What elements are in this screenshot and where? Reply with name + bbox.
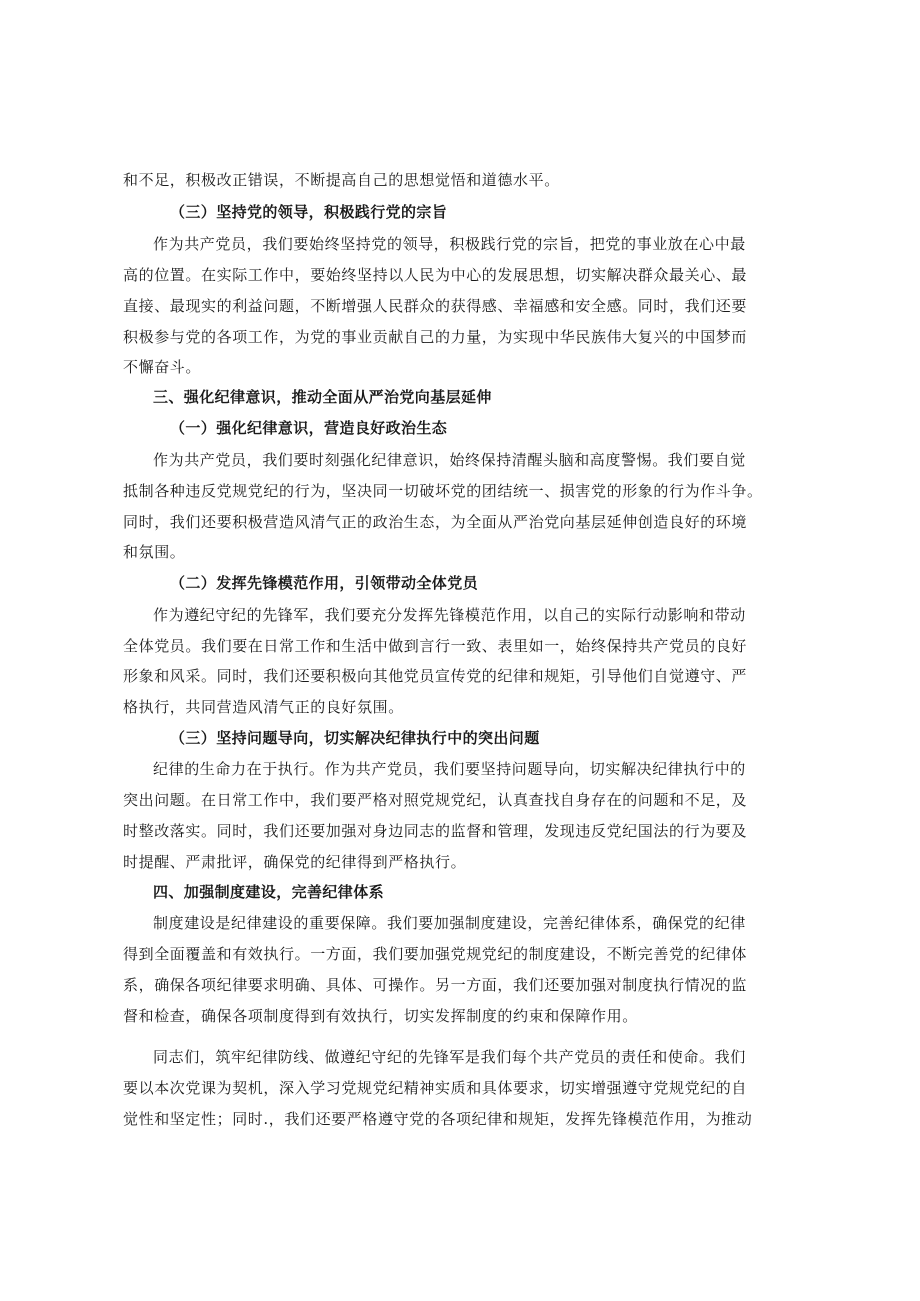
paragraph-first-line: 作为遵纪守纪的先锋军，我们要充分发挥先锋模范作用，以自己的实际行动影响和带动 — [153, 606, 746, 624]
body-text-line: 时整改落实。同时，我们还要加强对身边同志的监督和管理，发现违反党纪国法的行为要及 — [123, 822, 748, 840]
body-text-line: 积极参与党的各项工作，为党的事业贡献自己的力量，为实现中华民族伟大复兴的中国梦而 — [123, 328, 748, 346]
subsection-heading: （一）强化纪律意识，营造良好政治生态 — [170, 419, 448, 437]
body-text-line: 抵制各种违反党规党纪的行为，坚决同一切破坏党的团结统一、损害党的形象的行为作斗争。 — [123, 482, 763, 500]
body-text-line: 同时，我们还要积极营造风清气正的政治生态，为全面从严治党向基层延伸创造良好的环境 — [123, 513, 748, 531]
paragraph-first-line: 作为共产党员，我们要始终坚持党的领导，积极践行党的宗旨，把党的事业放在心中最 — [153, 235, 746, 253]
body-text-line: 和不足，积极改正错误，不断提高自己的思想觉悟和道德水平。 — [123, 171, 560, 189]
section-heading: 三、强化纪律意识，推动全面从严治党向基层延伸 — [153, 388, 492, 406]
paragraph-first-line: 同志们，筑牢纪律防线、做遵纪守纪的先锋军是我们每个共产党员的责任和使命。我们 — [153, 1048, 746, 1066]
body-text-line: 全体党员。我们要在日常工作和生活中做到言行一致、表里如一，始终保持共产党员的良好 — [123, 637, 748, 655]
paragraph-first-line: 制度建设是纪律建设的重要保障。我们要加强制度建设，完善纪律体系，确保党的纪律 — [153, 914, 746, 932]
body-text-line: 直接、最现实的利益问题，不断增强人民群众的获得感、幸福感和安全感。同时，我们还要 — [123, 297, 748, 315]
body-text-line: 系，确保各项纪律要求明确、具体、可操作。另一方面，我们还要加强对制度执行情况的监 — [123, 976, 748, 994]
body-text-line: 觉性和坚定性；同时.，我们还要严格遵守党的各项纪律和规矩，发挥先锋模范作用，为推动 — [123, 1110, 753, 1128]
body-text-line: 得到全面覆盖和有效执行。一方面，我们要加强党规党纪的制度建设，不断完善党的纪律体 — [123, 945, 748, 963]
subsection-heading: （二）发挥先锋模范作用，引领带动全体党员 — [170, 574, 479, 592]
body-text-line: 突出问题。在日常工作中，我们要严格对照党规党纪，认真查找自身存在的问题和不足，及 — [123, 791, 748, 809]
subsection-heading: （三）坚持问题导向，切实解决纪律执行中的突出问题 — [170, 729, 540, 747]
body-text-line: 格执行，共同营造风清气正的良好氛围。 — [123, 698, 404, 716]
body-text-line: 时提醒、严肃批评，确保党的纪律得到严格执行。 — [123, 853, 467, 871]
paragraph-first-line: 作为共产党员，我们要时刻强化纪律意识，始终保持清醒头脑和高度警惕。我们要自觉 — [153, 451, 746, 469]
body-text-line: 形象和风采。同时，我们还要积极向其他党员宣传党的纪律和规矩，引导他们自觉遵守、严 — [123, 667, 748, 685]
body-text-line: 高的位置。在实际工作中，要始终坚持以人民为中心的发展思想，切实解决群众最关心、最 — [123, 266, 748, 284]
body-text-line: 和氛围。 — [123, 543, 186, 561]
section-heading: 四、加强制度建设，完善纪律体系 — [153, 883, 385, 901]
paragraph-first-line: 纪律的生命力在于执行。作为共产党员，我们要坚持问题导向，切实解决纪律执行中的 — [153, 760, 746, 778]
body-text-line: 要以本次党课为契机，深入学习党规党纪精神实质和具体要求，切实增强遵守党规党纪的自 — [123, 1079, 748, 1097]
body-text-line: 督和检查，确保各项制度得到有效执行，切实发挥制度的约束和保障作用。 — [123, 1007, 638, 1025]
subsection-heading: （三）坚持党的领导，积极践行党的宗旨 — [170, 203, 448, 221]
body-text-line: 不懈奋斗。 — [123, 358, 202, 376]
